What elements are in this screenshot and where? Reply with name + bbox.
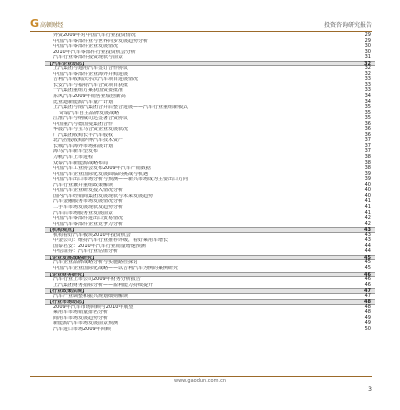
table-of-contents xyxy=(45,33,375,333)
logo-text: 高顿财经 xyxy=(40,21,64,29)
toc-entry-title: 汽车后市场服务业发展前景 xyxy=(53,210,114,216)
toc-entry-title: 长城汽车海外市场拓展计划 xyxy=(53,143,114,149)
toc-entry-title: 二手车市场发展现状及趋势分析 xyxy=(53,204,124,210)
toc-entry-title: 东风汽车2009年销售业绩创新高 xyxy=(53,94,126,100)
footer-url[interactable]: www.gaodun.com.cn xyxy=(174,378,226,384)
toc-entry-page: 29 xyxy=(364,37,371,44)
toc-entry-page: 38 xyxy=(364,159,371,166)
toc-entry-title: 汽车产业调整和振兴规划细则解读 xyxy=(53,293,129,299)
toc-entry-title: 江淮汽车与纳威司达签署合资协议 xyxy=(53,116,129,122)
toc-entry-page: 36 xyxy=(364,120,371,127)
toc-entry-page: 43 xyxy=(364,237,371,244)
toc-entry-page: 32 xyxy=(364,60,371,67)
page-number: 3 xyxy=(368,386,372,393)
toc-entry-page: 43 xyxy=(364,231,371,238)
toc-entry-page: 41 xyxy=(364,198,371,205)
toc-entry-title: 【机构观点】 xyxy=(47,228,78,234)
toc-entry-page: 34 xyxy=(364,93,371,100)
toc-entry-title: 北汽控股收购萨博汽车技术资产 xyxy=(53,138,124,144)
toc-entry-page: 49 xyxy=(364,320,371,327)
toc-entry-page: 45 xyxy=(364,259,371,266)
toc-entry-title: 吉利汽车收购沃尔沃汽车项目进展情况 xyxy=(53,77,139,83)
toc-entry-title: 海马汽车新车型发布 xyxy=(53,149,99,155)
toc-entry-page: 45 xyxy=(364,264,371,271)
toc-entry-title: 国内汽车经销商集团发展现状与未来发展趋势 xyxy=(53,193,154,199)
toc-entry-page: 46 xyxy=(364,281,371,288)
toc-entry-title: 国泰君安：2010年汽车行业销量增速预测 xyxy=(53,243,146,249)
toc-entry-page: 40 xyxy=(364,192,371,199)
toc-entry-title: 上汽集团与通用汽车签订合作协议 xyxy=(53,66,129,72)
toc-entry-page: 36 xyxy=(364,126,371,133)
toc-entry-title: 广汽集团收购长丰汽车股权 xyxy=(53,132,114,138)
toc-entry-title: 【汽车企业动态】 xyxy=(47,61,88,67)
toc-entry-title: 汽车进口市场2009年回顾 xyxy=(53,326,111,332)
toc-entry-title: 汽车企业品牌战略分析与实施路径探讨 xyxy=(53,260,139,266)
toc-entry-page: 47 xyxy=(364,292,371,299)
toc-entry-page: 42 xyxy=(364,220,371,227)
toc-entry-title: 中国汽车零部件企业海外并购进展 xyxy=(53,71,129,77)
toc-entry-page: 32 xyxy=(364,70,371,77)
toc-entry-page: 30 xyxy=(364,43,371,50)
brand-logo xyxy=(30,18,63,30)
toc-entry-page: 29 xyxy=(364,32,371,38)
toc-entry-page: 39 xyxy=(364,176,371,183)
toc-entry-title: 汽车行业零部件投资现状与前景 xyxy=(53,55,124,61)
toc-entry-title: 2010年汽车零部件行业投资机会分析 xyxy=(53,49,136,55)
toc-entry-title: 2009年汽车市场回顾与2010年展望 xyxy=(53,304,134,310)
toc-entry-page: 38 xyxy=(364,154,371,161)
report-title: 投资咨询研究报告 xyxy=(323,22,372,29)
toc-entry-title: 众泰汽车新能源战略布局 xyxy=(53,160,109,166)
toc-entry-page: 37 xyxy=(364,137,371,144)
toc-entry-page: 30 xyxy=(364,48,371,55)
toc-entry-title: 中国汽车零部件业与世界同步发展趋势分析 xyxy=(53,38,149,44)
toc-entry-title: 【企业财务研究】 xyxy=(47,272,88,278)
toc-entry-page: 37 xyxy=(364,142,371,149)
toc-entry-title: 奇瑞汽车自主品牌发展战略 xyxy=(59,110,120,116)
toc-entry-page: 42 xyxy=(364,215,371,222)
toc-entry-page: 31 xyxy=(364,54,371,61)
toc-entry-page: 33 xyxy=(364,76,371,83)
toc-entry-page: 40 xyxy=(364,187,371,194)
toc-entry-page: 48 xyxy=(364,309,371,316)
toc-entry-title: 汽车金融服务市场发展情况分析 xyxy=(53,199,124,205)
toc-entry-page: 48 xyxy=(364,299,371,306)
toc-entry-page: 49 xyxy=(364,314,371,321)
toc-entry[interactable] xyxy=(45,327,375,333)
toc-entry-page: 38 xyxy=(364,165,371,172)
toc-entry-title: 中金公司：维持汽车行业推荐评级，看好乘用车增长 xyxy=(53,238,169,244)
toc-entry-title: 中国汽车工业协会发布2009年汽车产销数据 xyxy=(53,166,151,172)
toc-entry-title: 【行业市场动态】 xyxy=(47,300,88,306)
toc-entry-page: 36 xyxy=(364,131,371,138)
toc-entry-title: 【企业发展战略研究】 xyxy=(47,255,98,261)
toc-entry-page: 32 xyxy=(364,65,371,72)
toc-entry-page: 48 xyxy=(364,303,371,310)
toc-entry-title: 上汽集团财务指标分析——盈利能力持续提升 xyxy=(53,282,154,288)
toc-entry-title: 中国汽车企业研发投入情况分析 xyxy=(53,188,124,194)
toc-entry-title: 新能源汽车市场发展前景预测 xyxy=(53,321,119,327)
toc-entry-page: 35 xyxy=(364,104,371,111)
toc-entry-page: 41 xyxy=(364,209,371,216)
toc-entry-page: 41 xyxy=(364,203,371,210)
toc-entry-title: 商用车市场发展趋势分析 xyxy=(53,315,109,321)
toc-entry-page: 45 xyxy=(364,254,371,261)
toc-entry-title: 长安汽车与福特汽车合资项目获批 xyxy=(53,82,129,88)
toc-entry-page: 40 xyxy=(364,181,371,188)
toc-entry-title: 外资2009年对中国汽车行业投资情况 xyxy=(53,33,136,38)
logo-mark: G xyxy=(30,17,40,30)
toc-entry-title: 【行业政策法规】 xyxy=(47,289,88,295)
toc-entry-title: 中国汽车零部件企业竞争力分析 xyxy=(53,221,124,227)
toc-entry-page: 46 xyxy=(364,276,371,283)
toc-entry-title: 一汽集团重组方案获国资委批准 xyxy=(53,88,124,94)
toc-entry-title: 机构看好汽车板块2010年投资机会 xyxy=(53,232,131,238)
toc-entry-title: 华晨汽车与宝马合资企业发展状况 xyxy=(53,127,129,133)
toc-entry-page: 43 xyxy=(364,227,371,234)
toc-entry-title: 乘用车市场销量排名分析 xyxy=(53,310,109,316)
toc-entry-page: 50 xyxy=(364,325,371,332)
toc-entry-title: 中国汽车出口市场分析与预测——新兴市场成为主要出口方向 xyxy=(53,177,189,183)
toc-entry-page: 44 xyxy=(364,248,371,255)
toc-entry-page: 46 xyxy=(364,271,371,278)
toc-entry-title: 中国汽车零部件进出口贸易情况 xyxy=(53,216,124,222)
footer-divider xyxy=(30,376,372,377)
toc-entry-page: 33 xyxy=(364,81,371,88)
header-divider xyxy=(30,31,372,32)
toc-entry-title: 比亚迪新能源汽车量产计划 xyxy=(53,99,114,105)
toc-entry-title: 中国汽车企业国际化发展面临的挑战与机遇 xyxy=(53,171,149,177)
toc-entry-title: 中国重汽与德国曼集团合作 xyxy=(53,121,114,127)
toc-entry-title: 力帆汽车上市进程 xyxy=(53,155,94,161)
toc-entry-page: 37 xyxy=(364,148,371,155)
toc-entry-page: 35 xyxy=(364,115,371,122)
toc-entry-page: 47 xyxy=(364,288,371,295)
page-header xyxy=(30,18,372,32)
toc-entry-page: 34 xyxy=(364,98,371,105)
toc-entry-title: 上汽集团与南汽集团合并后整合进展——汽车行业重组新模式 xyxy=(53,105,189,111)
toc-entry-title: 中国汽车零部件企业发展情况 xyxy=(53,44,119,50)
toc-entry-title: 汽车行业上市公司2009年财务分析报告 xyxy=(53,277,141,283)
toc-entry-title: 汽车行业兼并重组政策解读 xyxy=(53,182,114,188)
toc-entry-page: 33 xyxy=(364,87,371,94)
toc-entry-page: 44 xyxy=(364,242,371,249)
toc-entry-title: 中国汽车企业国际化战略——以吉利汽车为例的案例研究 xyxy=(53,265,179,271)
toc-entry-page: 39 xyxy=(364,170,371,177)
toc-entry-page: 35 xyxy=(364,109,371,116)
toc-entry-title: 中信证券：汽车行业估值分析 xyxy=(53,249,119,255)
